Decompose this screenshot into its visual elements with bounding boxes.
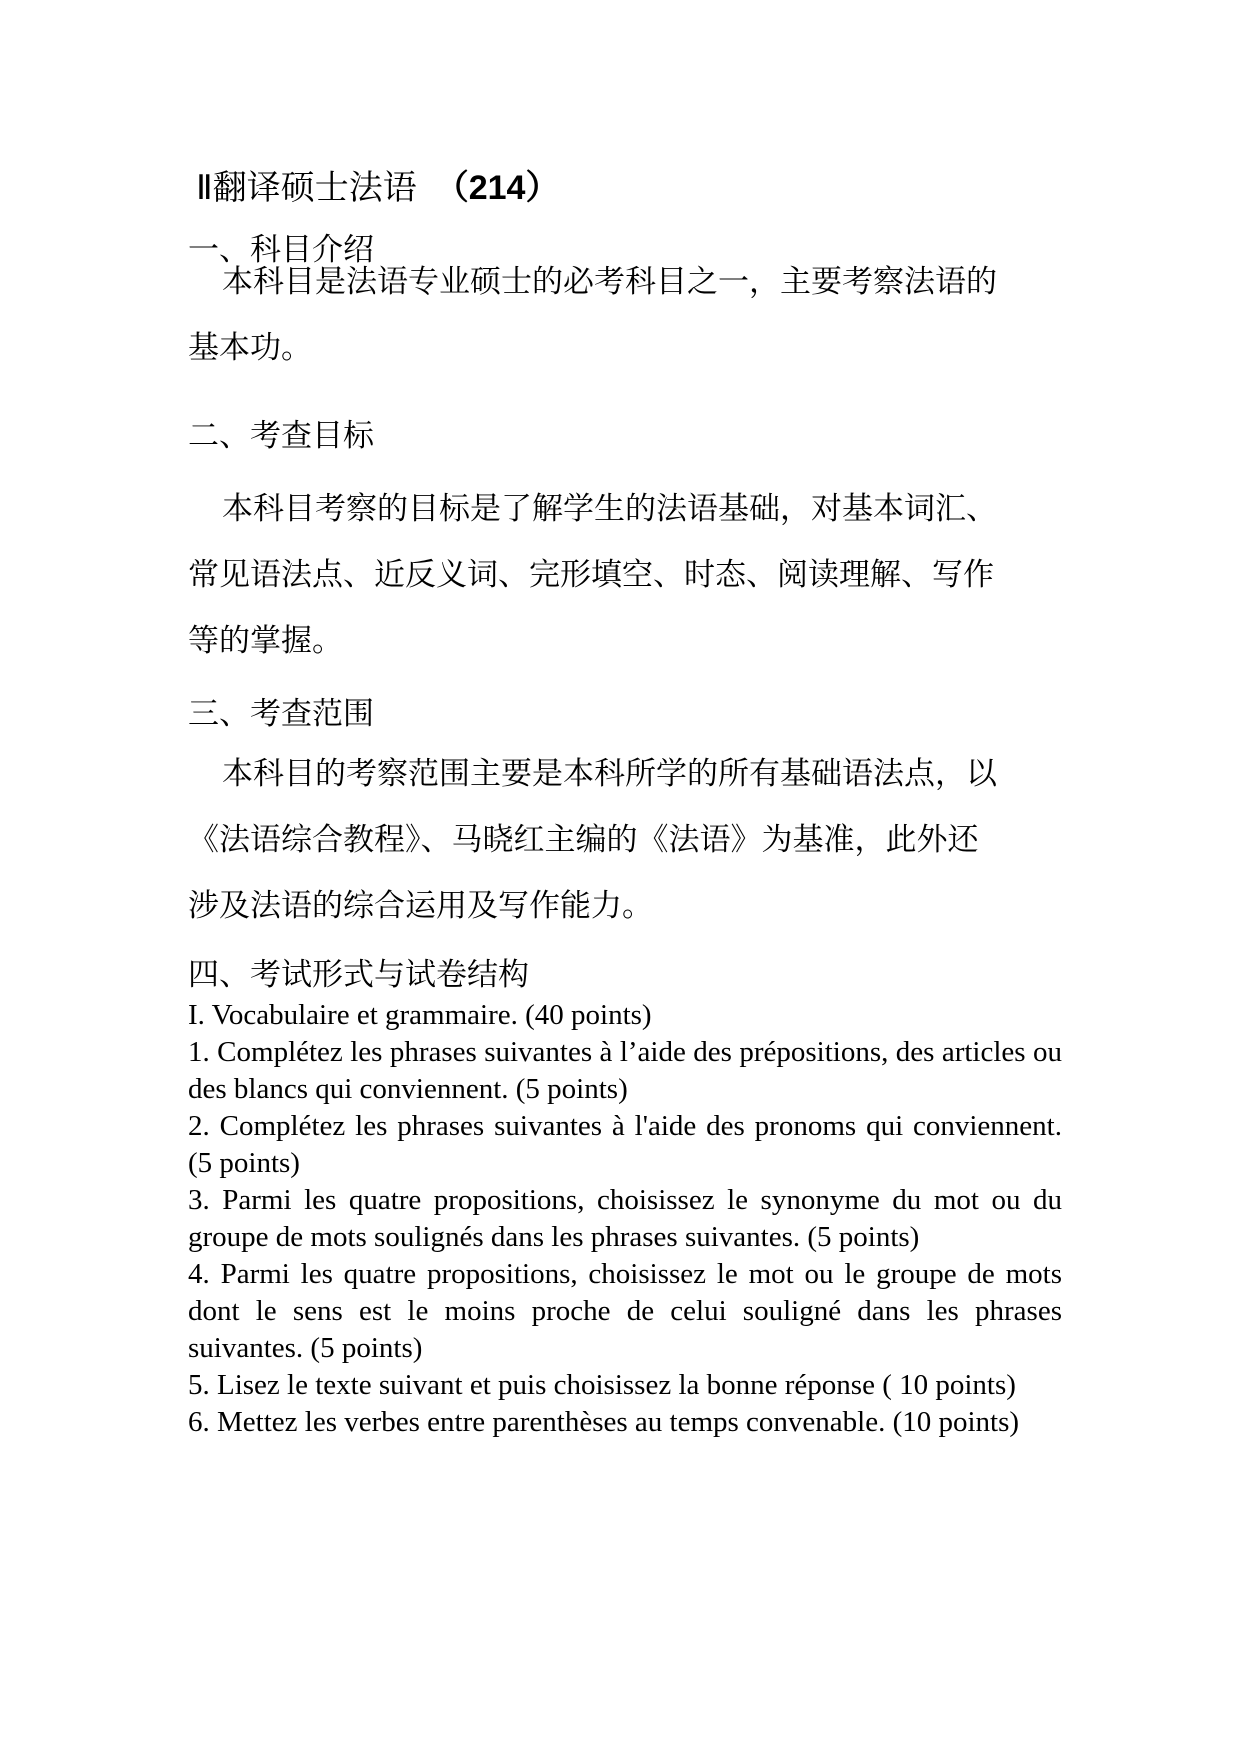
page-title [196, 160, 559, 209]
section3-line: 本科目的考察范围主要是本科所学的所有基础语法点，以 [222, 756, 997, 792]
exam-structure [188, 997, 1062, 1441]
section3-heading: 三、考查范围 [188, 696, 374, 732]
exam-item: 6. Mettez les verbes entre parenthèses au temps convenable. (10 points) [188, 1406, 1020, 1438]
section1-line: 本科目是法语专业硕士的必考科目之一，主要考察法语的 [222, 264, 997, 300]
exam-item: 2. Complétez les phrases suivantes à l'aide des pronoms qui conviennent. (5 points) [188, 1110, 1062, 1179]
exam-item: 3. Parmi les quatre propositions, choisissez le synonyme du mot ou du groupe de mots soulignés dans les phrases suivantes. (5 points) [188, 1184, 1062, 1253]
section1-body [188, 249, 1062, 381]
section3-line: 《法语综合教程》、马晓红主编的《法语》为基准，此外还 [188, 822, 979, 858]
section2-line: 常见语法点、近反义词、完形填空、时态、阅读理解、写作 [188, 557, 994, 593]
title-text: Ⅱ翻译硕士法语 [196, 168, 417, 208]
exam-item: 4. Parmi les quatre propositions, choisissez le mot ou le groupe de mots dont le sens est le moins proche de celui souligné dans les phrases suivantes. (5 points) [188, 1258, 1062, 1364]
exam-item: 1. Complétez les phrases suivantes à l’aide des prépositions, des articles ou des blancs qui conviennent. (5 points) [188, 1036, 1062, 1105]
section1-line: 基本功。 [188, 330, 312, 366]
part-title: I. Vocabulaire et grammaire. (40 points) [188, 999, 652, 1031]
exam-item: 5. Lisez le texte suivant et puis choisissez la bonne réponse ( 10 points) [188, 1369, 1016, 1401]
section3-line: 涉及法语的综合运用及写作能力。 [188, 888, 653, 924]
section2-line: 等的掌握。 [188, 623, 343, 659]
section2-body [188, 476, 1062, 674]
section4-heading: 四、考试形式与试卷结构 [188, 957, 529, 993]
section1-heading: 一、科目介绍 [188, 232, 374, 268]
section2-line: 本科目考察的目标是了解学生的法语基础，对基本词汇、 [222, 491, 997, 527]
title-code: （214） [434, 169, 560, 207]
section3-body [188, 741, 1062, 939]
section2-heading: 二、考查目标 [188, 418, 374, 454]
